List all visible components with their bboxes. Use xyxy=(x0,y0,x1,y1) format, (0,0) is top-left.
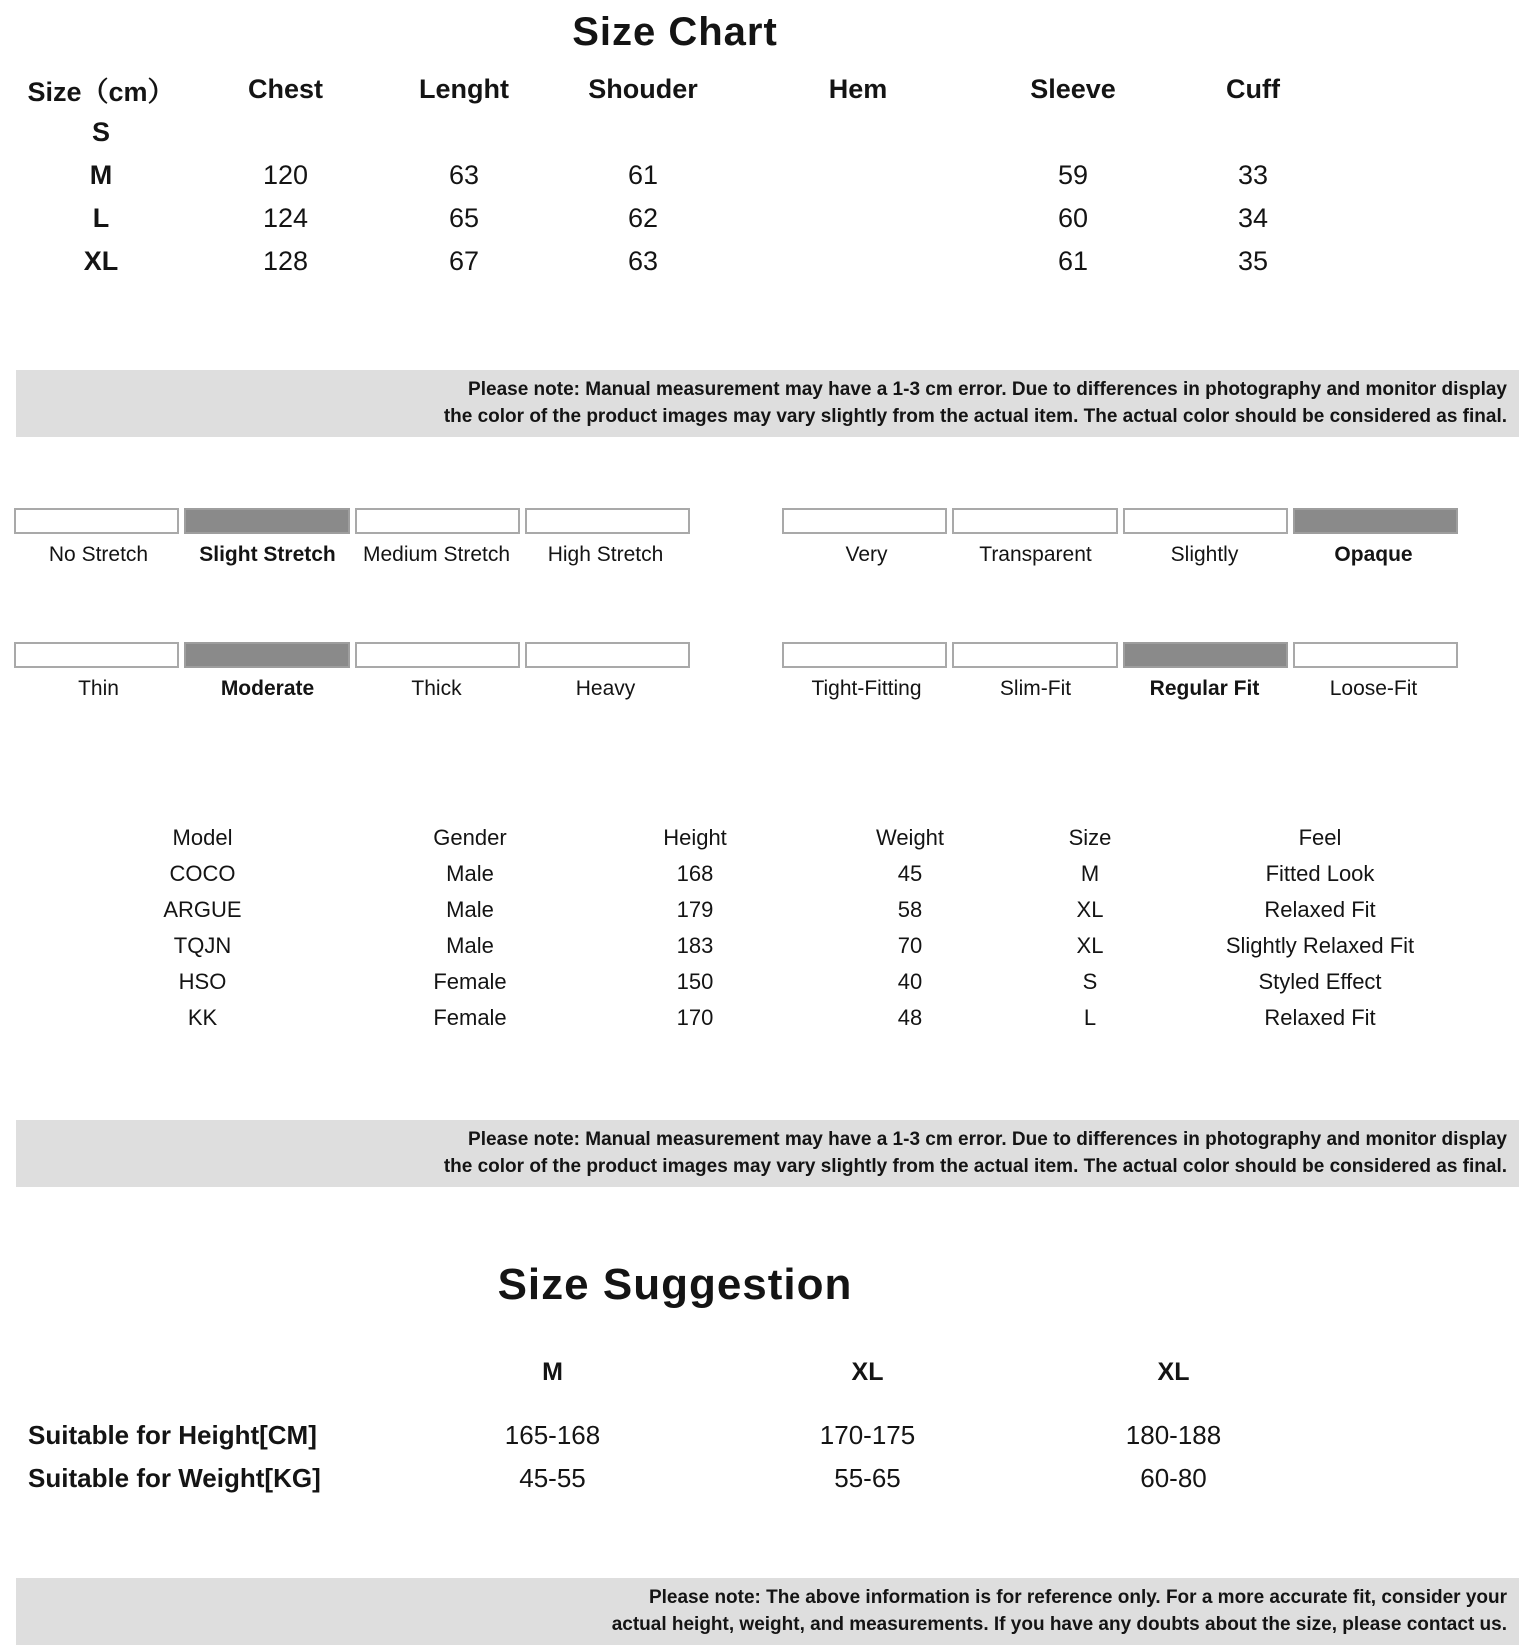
cuff-value: 33 xyxy=(1237,160,1269,190)
weight-range: 60-80 xyxy=(1140,1463,1207,1493)
bar-segment xyxy=(14,642,179,668)
model-weight: 58 xyxy=(897,897,923,922)
model-gender: Female xyxy=(433,1005,507,1030)
model-size: L xyxy=(1083,1005,1097,1030)
size-row-l xyxy=(6,197,1343,240)
note-line: Please note: The above information is for reference only. For a more accurate fit, consider your xyxy=(648,1587,1507,1608)
column-header-chest: Chest xyxy=(247,74,323,104)
model-height: 183 xyxy=(676,933,714,958)
model-feel: Styled Effect xyxy=(1258,969,1382,994)
bar-segment xyxy=(952,508,1117,534)
model-row xyxy=(60,928,1485,964)
bar-label: No Stretch xyxy=(48,543,149,566)
suggestion-size-header: XL xyxy=(851,1358,884,1386)
sleeve-value xyxy=(983,111,1163,154)
bar-segment xyxy=(1293,508,1458,534)
size-chart-table xyxy=(6,68,1343,283)
note-bar-measurement-top xyxy=(16,370,1519,437)
cuff-value: 34 xyxy=(1237,203,1269,233)
stretch-indicator xyxy=(14,508,690,567)
model-row xyxy=(60,964,1485,1000)
column-header-shoulder: Shouder xyxy=(588,74,698,104)
weight-range: 55-65 xyxy=(834,1463,901,1493)
length-value: 63 xyxy=(448,160,480,190)
column-header-size: Size（cm） xyxy=(27,77,175,107)
height-range: 170-175 xyxy=(819,1420,916,1450)
model-size: XL xyxy=(1076,897,1104,922)
note-bar-measurement-bottom xyxy=(16,1120,1519,1187)
model-height: 150 xyxy=(676,969,714,994)
bar-segment xyxy=(184,508,349,534)
size-label: XL xyxy=(83,246,119,276)
note-line: Please note: Manual measurement may have a 1-3 cm error. Due to differences in photography and monitor display xyxy=(468,1129,1507,1150)
model-row xyxy=(60,892,1485,928)
shoulder-value: 62 xyxy=(627,203,659,233)
thickness-indicator-bar xyxy=(14,642,690,668)
bar-label: Slight Stretch xyxy=(199,543,336,566)
size-chart-title: Size Chart xyxy=(572,10,778,54)
bar-label: Transparent xyxy=(979,543,1092,566)
height-range: 180-188 xyxy=(1125,1420,1222,1450)
length-value xyxy=(375,111,553,154)
shoulder-value: 61 xyxy=(627,160,659,190)
bar-label: Slim-Fit xyxy=(999,677,1072,700)
sleeve-value: 61 xyxy=(1057,246,1089,276)
note-line: Please note: Manual measurement may have a 1-3 cm error. Due to differences in photography and monitor display xyxy=(468,379,1507,400)
size-label: S xyxy=(91,117,110,147)
bar-label: High Stretch xyxy=(547,543,664,566)
weight-range: 45-55 xyxy=(519,1463,586,1493)
model-gender: Female xyxy=(433,969,507,994)
bar-segment xyxy=(952,642,1117,668)
size-row-s xyxy=(6,111,1343,154)
suggestion-weight-row xyxy=(25,1457,1327,1500)
suggestion-row-label: Suitable for Weight[KG] xyxy=(28,1463,321,1493)
model-row xyxy=(60,856,1485,892)
bar-label: Thick xyxy=(411,677,462,700)
transparency-indicator-labels xyxy=(782,543,1458,567)
model-size: S xyxy=(1082,969,1098,994)
model-name: ARGUE xyxy=(163,897,242,922)
suggestion-size-header: XL xyxy=(1157,1358,1190,1386)
cuff-value: 35 xyxy=(1237,246,1269,276)
size-label: M xyxy=(89,160,113,190)
column-header-hem: Hem xyxy=(828,74,888,104)
stretch-indicator-labels xyxy=(14,543,690,567)
bar-segment xyxy=(1293,642,1458,668)
shoulder-value xyxy=(553,111,733,154)
model-feel: Slightly Relaxed Fit xyxy=(1225,933,1415,958)
bar-segment xyxy=(525,508,690,534)
bar-segment xyxy=(1123,508,1288,534)
bar-segment xyxy=(1123,642,1288,668)
model-height: 170 xyxy=(676,1005,714,1030)
model-height: 179 xyxy=(676,897,714,922)
chest-value: 120 xyxy=(262,160,309,190)
hem-value xyxy=(733,154,983,197)
size-chart-header-row xyxy=(6,68,1343,111)
hem-value xyxy=(733,197,983,240)
model-feel: Relaxed Fit xyxy=(1264,897,1376,922)
bar-label: Moderate xyxy=(220,677,315,700)
bar-label: Opaque xyxy=(1334,543,1413,566)
note-line: the color of the product images may vary slightly from the actual item. The actual color should be considered as final. xyxy=(443,406,1507,427)
chest-value xyxy=(196,111,375,154)
model-name: TQJN xyxy=(173,933,232,958)
model-feel: Fitted Look xyxy=(1265,861,1375,886)
suggestion-height-row xyxy=(25,1414,1327,1457)
model-size: M xyxy=(1080,861,1100,886)
chest-value: 124 xyxy=(262,203,309,233)
column-header-weight: Weight xyxy=(875,825,945,850)
model-gender: Male xyxy=(446,861,494,886)
fit-indicator xyxy=(782,642,1458,701)
sleeve-value: 60 xyxy=(1057,203,1089,233)
note-line: the color of the product images may vary slightly from the actual item. The actual color should be considered as final. xyxy=(443,1156,1507,1177)
bar-segment xyxy=(782,642,947,668)
bar-label: Medium Stretch xyxy=(362,543,511,566)
model-weight: 70 xyxy=(897,933,923,958)
bar-label: Slightly xyxy=(1170,543,1239,566)
hem-value xyxy=(733,240,983,283)
sleeve-value: 59 xyxy=(1057,160,1089,190)
model-weight: 40 xyxy=(897,969,923,994)
model-row xyxy=(60,1000,1485,1036)
column-header-cuff: Cuff xyxy=(1226,74,1280,104)
fit-indicator-labels xyxy=(782,677,1458,701)
size-label: L xyxy=(92,203,110,233)
size-suggestion-header-row xyxy=(25,1350,1327,1414)
hem-value xyxy=(733,111,983,154)
cuff-value xyxy=(1163,111,1343,154)
model-name: HSO xyxy=(178,969,227,994)
bar-label: Thin xyxy=(78,677,119,700)
transparency-indicator-bar xyxy=(782,508,1458,534)
bar-label: Loose-Fit xyxy=(1329,677,1418,700)
model-size: XL xyxy=(1076,933,1104,958)
column-header-model: Model xyxy=(172,825,233,850)
bar-segment xyxy=(14,508,179,534)
note-bar-reference xyxy=(16,1578,1519,1645)
model-name: KK xyxy=(187,1005,218,1030)
bar-label: Tight-Fitting xyxy=(811,677,922,700)
length-value: 65 xyxy=(448,203,480,233)
transparency-indicator xyxy=(782,508,1458,567)
model-weight: 48 xyxy=(897,1005,923,1030)
bar-segment xyxy=(355,508,520,534)
column-header-gender: Gender xyxy=(433,825,507,850)
chest-value: 128 xyxy=(262,246,309,276)
note-line: actual height, weight, and measurements. If you have any doubts about the size, please contact us. xyxy=(611,1614,1507,1635)
model-weight: 45 xyxy=(897,861,923,886)
column-header-length: Lenght xyxy=(419,74,509,104)
bar-label: Very xyxy=(845,543,888,566)
thickness-indicator-labels xyxy=(14,677,690,701)
suggestion-size-header: M xyxy=(542,1358,563,1386)
bar-segment xyxy=(355,642,520,668)
model-name: COCO xyxy=(169,861,236,886)
model-height: 168 xyxy=(676,861,714,886)
bar-segment xyxy=(525,642,690,668)
size-row-xl xyxy=(6,240,1343,283)
empty-header-cell xyxy=(25,1350,390,1414)
model-gender: Male xyxy=(446,897,494,922)
bar-segment xyxy=(184,642,349,668)
column-header-feel: Feel xyxy=(1298,825,1342,850)
length-value: 67 xyxy=(448,246,480,276)
bar-label: Heavy xyxy=(575,677,636,700)
model-feel: Relaxed Fit xyxy=(1264,1005,1376,1030)
model-table-header-row xyxy=(60,820,1485,856)
thickness-indicator xyxy=(14,642,690,701)
column-header-size: Size xyxy=(1068,825,1112,850)
height-range: 165-168 xyxy=(504,1420,601,1450)
model-table xyxy=(60,820,1485,1036)
bar-segment xyxy=(782,508,947,534)
model-gender: Male xyxy=(446,933,494,958)
column-header-height: Height xyxy=(663,825,727,850)
bar-label: Regular Fit xyxy=(1149,677,1260,700)
shoulder-value: 63 xyxy=(627,246,659,276)
suggestion-row-label: Suitable for Height[CM] xyxy=(28,1420,317,1450)
size-suggestion-table xyxy=(25,1350,1327,1500)
column-header-sleeve: Sleeve xyxy=(1030,74,1116,104)
stretch-indicator-bar xyxy=(14,508,690,534)
size-row-m xyxy=(6,154,1343,197)
size-suggestion-title: Size Suggestion xyxy=(497,1260,853,1309)
fit-indicator-bar xyxy=(782,642,1458,668)
